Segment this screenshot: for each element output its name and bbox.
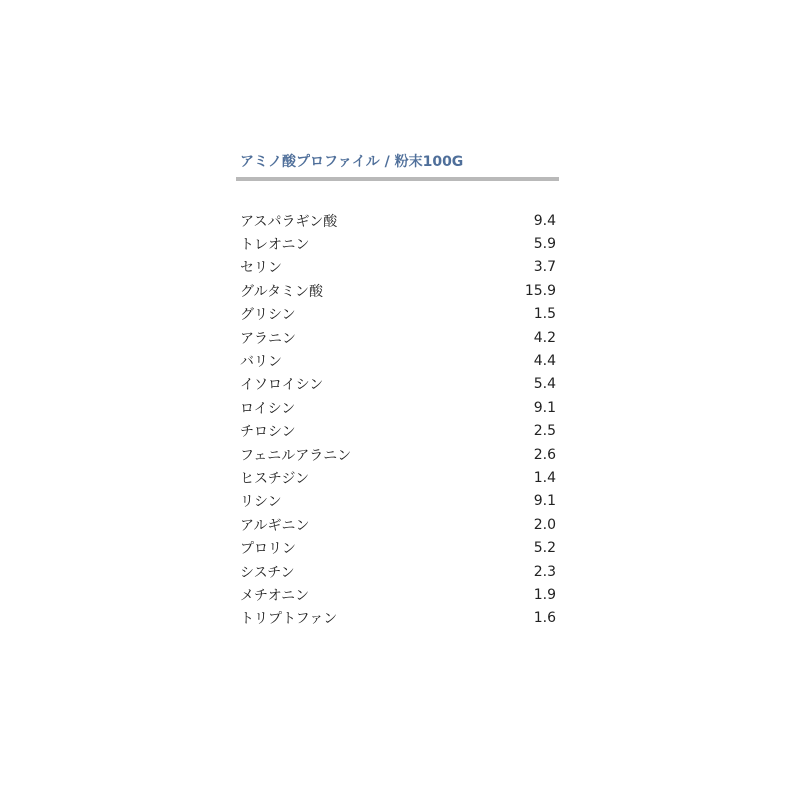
amino-acid-value: 4.2	[533, 329, 556, 346]
amino-acid-value: 2.3	[533, 563, 556, 580]
amino-acid-name: トリプトファン	[240, 611, 338, 628]
table-row	[236, 513, 559, 536]
amino-acid-name: グリシン	[240, 307, 296, 324]
table-row	[236, 303, 559, 326]
table-row	[236, 443, 559, 466]
table-row	[236, 583, 559, 606]
title-divider	[236, 177, 559, 181]
amino-acid-value: 2.5	[533, 423, 556, 440]
amino-acid-value: 5.9	[533, 236, 556, 253]
amino-acid-value: 9.1	[533, 493, 556, 510]
table-row	[236, 560, 559, 583]
amino-acid-name: ロイシン	[240, 400, 296, 417]
table-title: アミノ酸プロファイル / 粉末100G	[240, 154, 464, 170]
amino-acid-name: アルギニン	[240, 517, 310, 534]
amino-acid-value: 9.4	[533, 212, 556, 229]
amino-acid-value: 2.0	[533, 516, 556, 533]
amino-acid-value: 3.7	[533, 259, 556, 276]
table-body	[236, 209, 559, 630]
amino-acid-value: 5.2	[533, 540, 556, 557]
amino-acid-name: アラニン	[240, 330, 296, 347]
table-row	[236, 232, 559, 255]
table-row	[236, 490, 559, 513]
table-row	[236, 536, 559, 559]
table-row	[236, 326, 559, 349]
amino-acid-table	[236, 150, 559, 630]
amino-acid-value: 9.1	[533, 399, 556, 416]
amino-acid-name: アスパラギン酸	[240, 213, 338, 230]
table-row	[236, 209, 559, 232]
amino-acid-name: バリン	[240, 354, 282, 371]
table-row	[236, 420, 559, 443]
table-row	[236, 466, 559, 489]
amino-acid-value: 5.4	[533, 376, 556, 393]
amino-acid-name: イソロイシン	[240, 377, 324, 394]
amino-acid-name: セリン	[240, 260, 282, 277]
amino-acid-value: 1.5	[533, 306, 556, 323]
table-row	[236, 607, 559, 630]
amino-acid-name: トレオニン	[240, 237, 310, 254]
amino-acid-name: シスチン	[240, 564, 295, 581]
amino-acid-name: チロシン	[240, 424, 296, 441]
amino-acid-value: 1.6	[533, 610, 556, 627]
table-row	[236, 256, 559, 279]
amino-acid-value: 2.6	[533, 446, 556, 463]
amino-acid-value: 1.4	[533, 469, 556, 486]
amino-acid-name: プロリン	[240, 541, 296, 558]
amino-acid-name: メチオニン	[240, 587, 310, 604]
amino-acid-value: 1.9	[533, 586, 556, 603]
amino-acid-name: リシン	[240, 494, 282, 511]
table-row	[236, 279, 559, 302]
table-row	[236, 373, 559, 396]
amino-acid-value: 15.9	[524, 282, 556, 299]
table-row	[236, 349, 559, 372]
table-row	[236, 396, 559, 419]
amino-acid-name: ヒスチジン	[240, 470, 310, 487]
amino-acid-name: フェニルアラニン	[240, 447, 352, 464]
amino-acid-name: グルタミン酸	[240, 283, 324, 300]
amino-acid-value: 4.4	[533, 353, 556, 370]
